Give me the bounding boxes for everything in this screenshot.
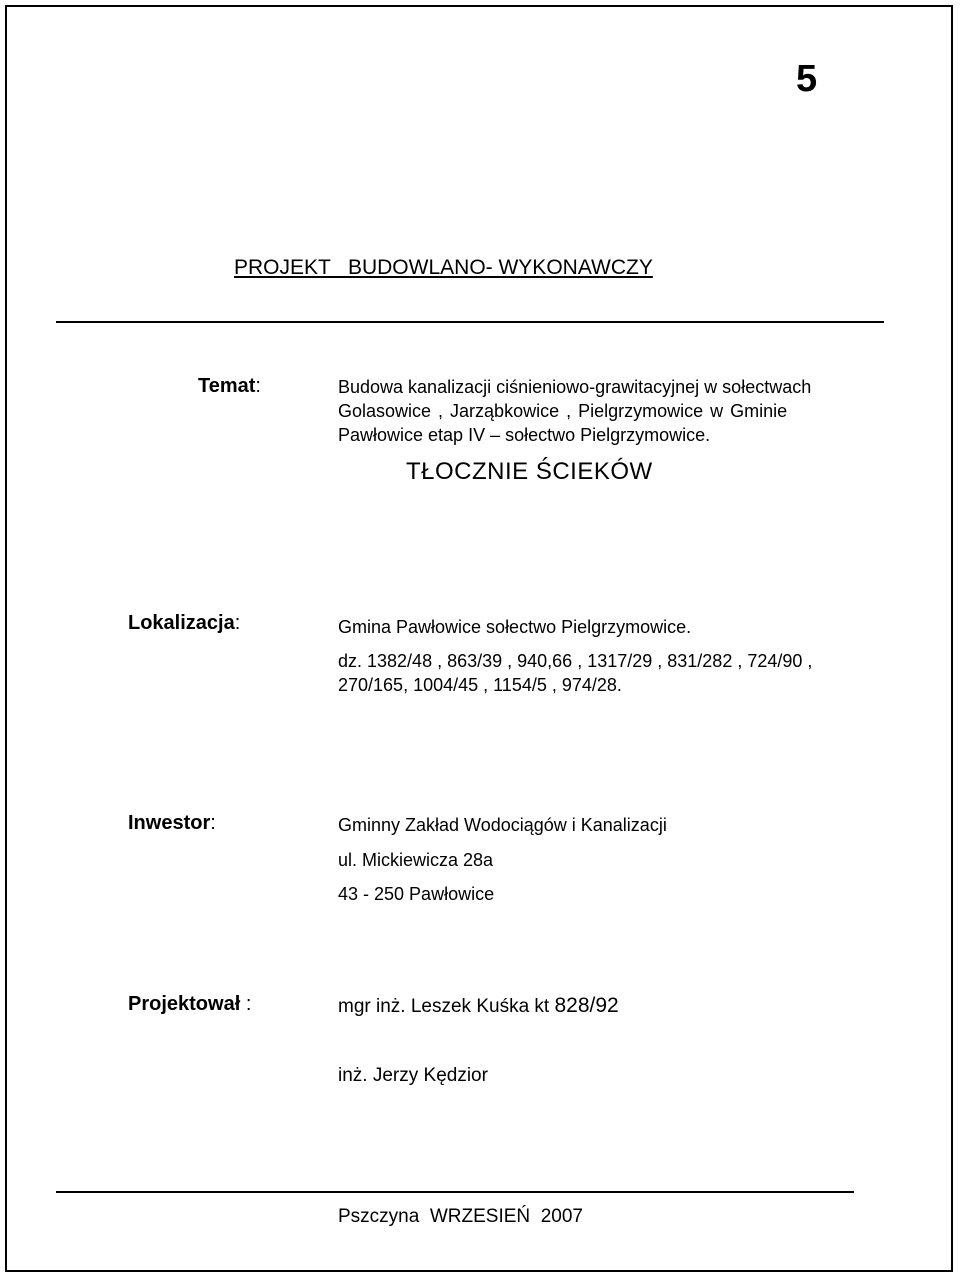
page-number: 5 <box>796 58 818 100</box>
place-and-date: Pszczyna WRZESIEŃ 2007 <box>338 1206 583 1227</box>
lokalizacja-line-2: dz. 1382/48 , 863/39 , 940,66 , 1317/29 , 831/282 , 724/90 , <box>338 651 813 671</box>
inwestor-line-3: 43 - 250 Pawłowice <box>338 884 495 904</box>
inwestor-line-2: ul. Mickiewicza 28a <box>338 850 494 870</box>
projektowal-name-1: mgr inż. Leszek Kuśka kt 828/92 <box>338 994 619 1017</box>
lokalizacja-label: Lokalizacja: <box>128 612 241 634</box>
projektowal-label: Projektował : <box>128 993 252 1015</box>
license-number: 828/92 <box>554 994 619 1017</box>
lokalizacja-line-1: Gmina Pawłowice sołectwo Pielgrzymowice. <box>338 617 692 637</box>
inwestor-label: Inwestor: <box>128 812 216 834</box>
top-divider <box>56 321 884 323</box>
temat-line-3: Pawłowice etap IV – sołectwo Pielgrzymowice. <box>338 425 711 445</box>
temat-line-2: Golasowice , Jarząbkowice , Pielgrzymowice w Gminie <box>338 401 788 421</box>
lokalizacja-line-3: 270/165, 1004/45 , 1154/5 , 974/28. <box>338 675 622 695</box>
document-title: PROJEKT BUDOWLANO- WYKONAWCZY <box>234 256 653 279</box>
bottom-divider <box>56 1191 854 1193</box>
temat-line-1: Budowa kanalizacji ciśnieniowo-grawitacyjnej w sołectwach <box>338 377 812 397</box>
temat-label: Temat: <box>198 375 261 397</box>
projektowal-name-2: inż. Jerzy Kędzior <box>338 1065 488 1086</box>
inwestor-line-1: Gminny Zakład Wodociągów i Kanalizacji <box>338 815 667 835</box>
temat-subtitle: TŁOCZNIE ŚCIEKÓW <box>406 458 653 485</box>
